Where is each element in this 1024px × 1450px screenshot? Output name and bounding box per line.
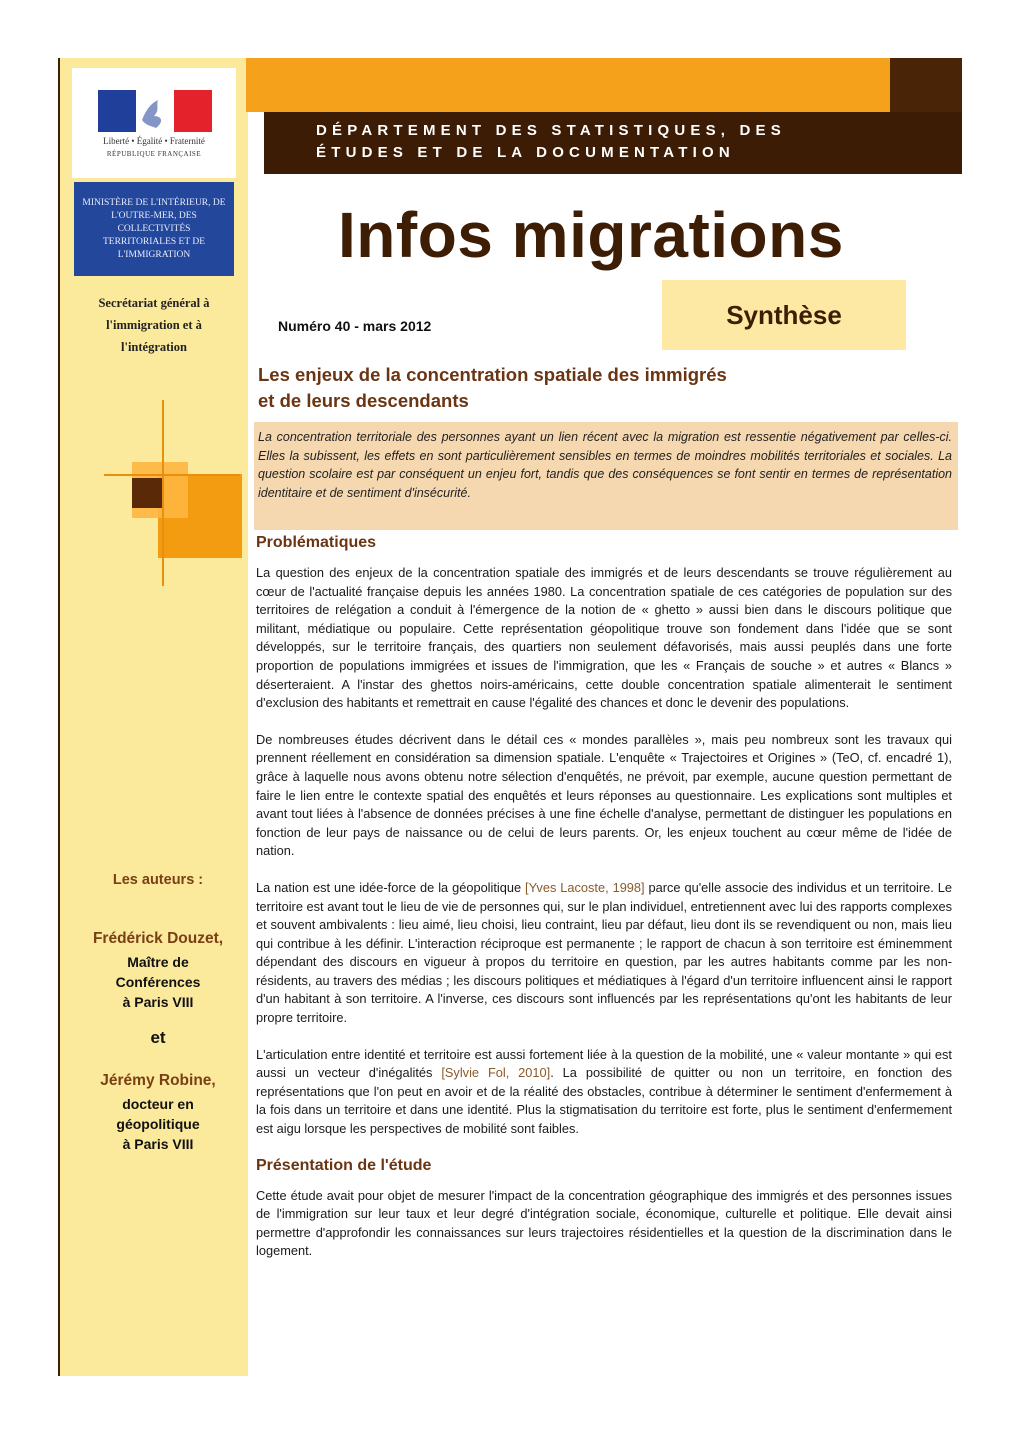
- abstract-text: La concentration territoriale des personnes ayant un lien récent avec la migration est ressentie négativement par celles-ci. Elles la subissent, les effets en sont particulièrement sensibles en termes de moindres mobilités territoriales et sociales. La question scolaire est par conséquent un enjeu fort, tandis que des conséquences se font sentir en termes de représentation identitaire et de sentiment d'insécurité.: [258, 430, 952, 500]
- logo-motto: Liberté • Égalité • Fraternité: [103, 136, 205, 146]
- author2-role: docteur en géopolitique à Paris VIII: [116, 1096, 200, 1152]
- section-heading-problematiques: Problématiques: [256, 534, 377, 551]
- decorative-line-vertical: [162, 400, 164, 586]
- header-corner-square: [890, 58, 962, 112]
- secretariat-text: Secrétariat général à l'immigration et à l'intégration: [98, 296, 210, 354]
- publication-title: Infos migrations: [338, 199, 844, 271]
- paragraph-2: De nombreuses études décrivent dans le détail ces « mondes parallèles », mais peu nombreux sont les travaux qui prennent réellement en considération sa dimension spatiale. L'enquête « Trajectoires et Origines » (TeO, cf. encadré 1), grâce à laquelle nous avons obtenu notre sélection d'enquêtés, ne prévoit, par exemple, aucune question permettant de faire le lien entre le contexte spatial des enquêtés et leurs réponses au questionnaire. Les explications sont multiples et avant tout liées à l'absence de données précises à une fine échelle d'analyse, permettant de distinguer les populations en fonction de leur pays de naissance ou de celui de leurs parents. Or, les enjeux touchent au cœur même de l'idée de nation.: [256, 731, 952, 859]
- paragraph-4-part-b: . La possibilité de quitter ou non un territoire, en fonction des représentations que l'on peut en avoir et de la réalité des obstacles, contribue à déterminer le sentiment d'enfermement à la fois dans un territoire et dans une identité. Plus la stigmatisation du territoire est forte, plus le sentiment d'enfermement est aigu lorsque les perspectives de mobilité sont faibles.: [256, 1065, 952, 1137]
- decorative-square-small: [132, 478, 162, 508]
- department-title: [316, 120, 786, 164]
- paragraph-3: [256, 879, 952, 1028]
- left-sidebar: [58, 58, 248, 1376]
- department-line-2: ÉTUDES ET DE LA DOCUMENTATION: [316, 144, 735, 161]
- citation-fol: [Sylvie Fol, 2010]: [441, 1065, 551, 1081]
- article-title-line-2: et de leurs descendants: [258, 390, 469, 411]
- marianne-flag-icon: [98, 90, 212, 132]
- authors-and: et: [150, 1028, 166, 1047]
- paragraph-5: Cette étude avait pour objet de mesurer l'impact de la concentration géographique des immigrés et des personnes issues de l'immigration sur leur taux et leur degré d'intégration sociale, économique, culturelle et politique. Elle devait ainsi permettre d'approfondir les connaissances sur leurs trajectoires résidentielles et la question de la discrimination dans le logement.: [256, 1187, 952, 1259]
- abstract-box: [254, 422, 958, 530]
- paragraph-3-part-b: parce qu'elle associe des individus et un territoire. Le territoire est avant tout le lieu de vie de personnes qui, sur le plan individuel, entretiennent avec lui des rapports complexes et souvent ambivalents : lieu aimé, lieu choisi, lieu contraint, lieu par défaut, lieu dont ils se revendiquent ou non, mais lieu qui contribue à les définir. L'interaction réciproque est permanente ; le rapport de chacun à son territoire est éminemment dépendant des discours en vigueur à propos du territoire en question, par les autres habitants comme par les non-résidents, au travers des médias ; les discours politiques et médiatiques à l'égard d'un territoire influencent ainsi le rapport d'un habitant à son territoire. A l'inverse, ces discours sont influencés par les représentations qu'ont les habitants de leur propre territoire.: [256, 879, 952, 1026]
- ministry-text: MINISTÈRE DE L'INTÉRIEUR, DE L'OUTRE-MER, DES COLLECTIVITÉS TERRITORIALES ET DE L'IMMIGRATION: [82, 197, 226, 260]
- department-line-1: DÉPARTEMENT DES STATISTIQUES, DES: [316, 122, 786, 139]
- synthese-badge: [662, 280, 906, 350]
- issue-number: Numéro 40 - mars 2012: [278, 318, 432, 334]
- synthese-label: Synthèse: [726, 299, 842, 330]
- logo-republic-text: RÉPUBLIQUE FRANÇAISE: [106, 150, 202, 158]
- paragraph-3-part-a: La nation est une idée-force de la géopolitique: [256, 879, 526, 895]
- article-body: [256, 534, 952, 1279]
- republic-logo: [72, 68, 236, 178]
- decorative-line-horizontal: [104, 474, 240, 476]
- author1-name: Frédérick Douzet,: [92, 930, 224, 947]
- paragraph-4: [256, 1046, 952, 1139]
- authors-label: Les auteurs :: [112, 872, 204, 888]
- section-heading-presentation: Présentation de l'étude: [256, 1156, 432, 1174]
- citation-lacoste: [Yves Lacoste, 1998]: [525, 879, 645, 895]
- header-orange-band: [246, 58, 962, 112]
- paragraph-1: La question des enjeux de la concentration spatiale des immigrés et de leurs descendants se trouve régulièrement au cœur de l'actualité française depuis les années 1980. La concentration spatiale de ces catégories de population sur des territoires de relégation a conduit à l'émergence de la notion de « ghetto » aussi bien dans le discours politique que militant, médiatique ou populaire. Cette représentation géopolitique trouve son fondement dans l'idée que se sont développés, sur le territoire français, des quartiers non seulement défavorisés, mais aussi peuplés dans une forte proportion de populations immigrées et issues de l'immigration, que les « Français de souche » et autres « Blancs » déserteraient. A l'instar des ghettos noirs-américains, cette double concentration spatiale alimenterait le sentiment d'exclusion des habitants et remettrait en cause l'égalité des chances et donc le devenir des populations.: [256, 565, 952, 711]
- paragraph-4-part-a: L'articulation entre identité et territoire est aussi fortement liée à la question de la mobilité, une « valeur montante » qui est aussi un vecteur d'inégalités: [256, 1046, 952, 1081]
- article-title-line-1: Les enjeux de la concentration spatiale des immigrés: [258, 364, 727, 385]
- article-title: [258, 362, 727, 414]
- author1-role: Maître de Conférences à Paris VIII: [115, 954, 201, 1010]
- ministry-block: [74, 182, 234, 276]
- author2-name: Jérémy Robine,: [100, 1072, 216, 1089]
- document-page: [58, 58, 962, 1376]
